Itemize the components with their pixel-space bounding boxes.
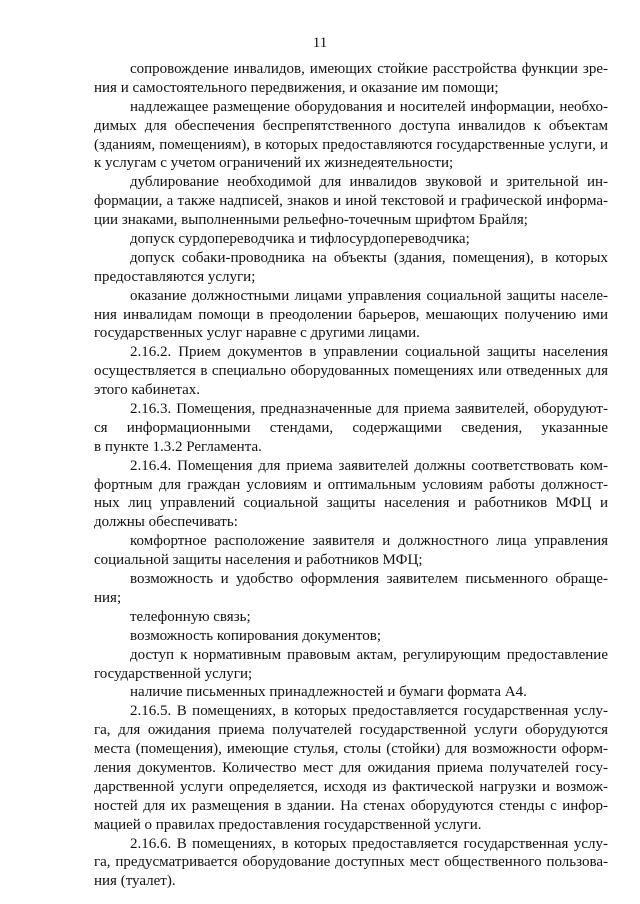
text-line: 2.16.6. В помещениях, в которых предоставляется государственная услу- bbox=[130, 835, 608, 852]
text-line: 2.16.5. В помещениях, в которых предоставляется государственная услу- bbox=[130, 703, 608, 720]
text-line: сопровождение инвалидов, имеющих стойкие расстройства функции зре- bbox=[130, 61, 608, 77]
text-line: места (помещения), имеющие стулья, столы (стойки) для возможности оформ- bbox=[94, 741, 608, 758]
text-line: га, предусматривается оборудование доступных мест общественного пользова- bbox=[94, 854, 608, 871]
text-line: ния; bbox=[94, 589, 122, 606]
text-line: формации, а также надписей, знаков и иной текстовой и графической информа- bbox=[94, 193, 608, 210]
text-line: к услугам с учетом ограничений их жизнедеятельности; bbox=[94, 155, 454, 172]
text-line: фортным для граждан условиям и оптимальным условиям работы должност- bbox=[94, 476, 608, 493]
text-line: возможность копирования документов; bbox=[130, 627, 382, 644]
text-line: возможность и удобство оформления заявителем письменного обраще- bbox=[130, 571, 608, 588]
text-line: (зданиям, помещениям), в которых предоставляются государственные услуги, и bbox=[94, 136, 608, 153]
text-line: в пункте 1.3.2 Регламента. bbox=[94, 438, 262, 455]
text-line: ния инвалидам помощи в преодолении барьеров, мешающих получению ими bbox=[94, 306, 608, 323]
text-line: предоставляются услуги; bbox=[94, 268, 256, 285]
text-line: осуществляется в специально оборудованных помещениях или отведенных для bbox=[94, 363, 608, 380]
text-line: должны обеспечивать: bbox=[94, 514, 238, 531]
document-body bbox=[94, 60, 608, 891]
page-number: 11 bbox=[312, 35, 328, 51]
text-line: наличие письменных принадлежностей и бумаги формата А4. bbox=[130, 684, 527, 701]
text-line: га, для ожидания приема получателей государственной услуги оборудуются bbox=[94, 722, 608, 739]
text-line: ления документов. Количество мест для ожидания приема получателей госу- bbox=[94, 759, 608, 776]
text-line: 2.16.3. Помещения, предназначенные для приема заявителей, оборудуют- bbox=[130, 401, 608, 418]
text-line: комфортное расположение заявителя и должностного лица управления bbox=[130, 533, 608, 550]
text-line: допуск собаки-проводника на объекты (здания, помещения), в которых bbox=[130, 249, 608, 266]
text-line: допуск сурдопереводчика и тифлосурдопереводчика; bbox=[130, 231, 470, 248]
text-line: надлежащее размещение оборудования и носителей информации, необхо- bbox=[130, 98, 608, 115]
text-line: дублирование необходимой для инвалидов звуковой и зрительной ин- bbox=[130, 174, 608, 191]
text-line: телефонную связь; bbox=[130, 608, 251, 625]
text-line: государственной услуги; bbox=[94, 665, 253, 682]
text-line: оказание должностными лицами управления социальной защиты населе- bbox=[130, 287, 608, 304]
text-line: ния и самостоятельного передвижения, и оказание им помощи; bbox=[94, 79, 499, 96]
text-line: ностей для их размещения в здании. На стенах оборудуются стенды с инфор- bbox=[94, 797, 608, 814]
text-line: доступ к нормативным правовым актам, регулирующим предоставление bbox=[130, 646, 608, 663]
text-line: ных лиц управлений социальной защиты населения и работников МФЦ и bbox=[94, 495, 608, 512]
text-line: ния (туалет). bbox=[94, 873, 176, 890]
text-line: ции знаками, выполненными рельефно-точечным шрифтом Брайля; bbox=[94, 212, 528, 229]
text-line: дарственной услуги определяется, исходя из фактической нагрузки и возмож- bbox=[94, 778, 608, 795]
text-line: этого кабинетах. bbox=[94, 382, 201, 399]
text-line: государственных услуг наравне с другими лицами. bbox=[94, 325, 420, 342]
text-line: димых для обеспечения беспрепятственного доступа инвалидов к объектам bbox=[94, 117, 608, 134]
text-line: социальной защиты населения и работников МФЦ; bbox=[94, 552, 423, 569]
text-line: 2.16.2. Прием документов в управлении социальной защиты населения bbox=[130, 344, 608, 361]
text-line: мацией о правилах предоставления государственной услуги. bbox=[94, 816, 482, 833]
text-line: 2.16.4. Помещения для приема заявителей должны соответствовать ком- bbox=[130, 457, 608, 474]
text-line: ся информационными стендами, содержащими сведения, указанные bbox=[94, 419, 608, 436]
